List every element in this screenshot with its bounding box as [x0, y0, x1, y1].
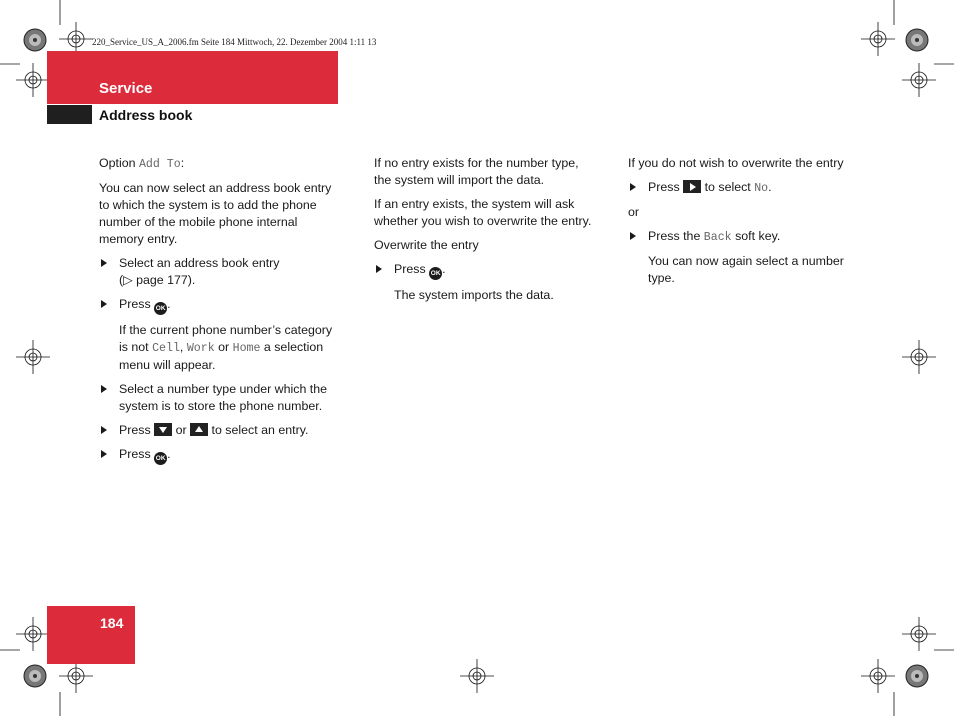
arrow-up-key-icon — [190, 423, 208, 436]
registration-mark — [861, 659, 895, 693]
registration-mark — [460, 659, 494, 693]
arrow-down-key-icon — [154, 423, 172, 436]
overwrite-heading: Overwrite the entry — [374, 238, 479, 252]
registration-mark — [902, 63, 936, 97]
substep-select-type: Select a number type under which the system is to store the phone number. — [99, 381, 344, 415]
substep-press-ok: Press OK . — [99, 446, 344, 465]
ok-key-icon: OK — [429, 267, 442, 280]
ok-key-icon: OK — [154, 302, 167, 315]
step-press-back: Press the Back soft key. — [628, 228, 858, 246]
no-entry-paragraph: If no entry exists for the number type, the system will import the data. — [374, 156, 579, 187]
color-target-mark — [906, 29, 928, 51]
option-code: Add To — [138, 158, 181, 171]
ok-key-icon: OK — [154, 452, 167, 465]
step-press-ok: Press OK . — [99, 296, 344, 315]
step-press-ok: Press OK . — [374, 261, 599, 280]
no-overwrite-paragraph: If you do not wish to overwrite the entry — [628, 156, 844, 170]
result-paragraph: The system imports the data. — [394, 288, 554, 302]
section-title: Service — [99, 80, 153, 97]
column-3 — [628, 155, 858, 294]
option-line: Option Add To: — [99, 156, 185, 171]
color-target-mark — [24, 665, 46, 687]
registration-mark — [59, 659, 93, 693]
arrow-right-key-icon — [683, 180, 701, 193]
registration-mark — [902, 340, 936, 374]
column-1 — [99, 155, 344, 472]
step-select-no: Press to select No. — [628, 179, 858, 197]
substep-press-arrows: Press or to select an entry. — [99, 422, 344, 439]
registration-mark — [16, 340, 50, 374]
category-paragraph: If the current phone number’s category is not Cell, Work or Home a selection menu will appear. — [119, 323, 333, 372]
intro-paragraph: You can now select an address book entry to which the system is to add the phone number of the mobile phone internal memory entry. — [99, 181, 332, 246]
registration-mark — [902, 617, 936, 651]
subsection-title: Address book — [99, 107, 193, 123]
registration-mark — [861, 22, 895, 56]
or-separator: or — [628, 205, 640, 219]
color-target-mark — [906, 665, 928, 687]
result-paragraph: You can now again select a number type. — [648, 254, 844, 285]
subsection-tab — [47, 105, 92, 124]
registration-mark — [16, 617, 50, 651]
column-2 — [374, 155, 599, 311]
registration-mark — [16, 63, 50, 97]
print-header-line: 220_Service_US_A_2006.fm Seite 184 Mittwoch, 22. Dezember 2004 1:11 13 — [92, 37, 377, 47]
step-select-entry: Select an address book entry (▷ page 177). — [99, 255, 344, 289]
page-number: 184 — [100, 615, 124, 631]
color-target-mark — [24, 29, 46, 51]
section-banner — [47, 51, 338, 104]
entry-exists-paragraph: If an entry exists, the system will ask whether you wish to overwrite the entry. — [374, 197, 592, 228]
